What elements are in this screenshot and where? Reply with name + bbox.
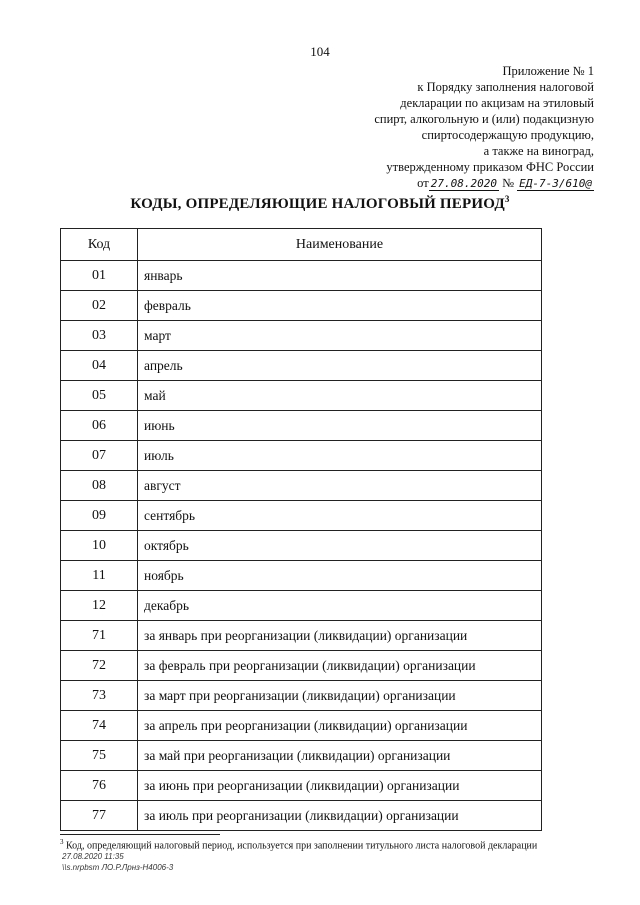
row-name: сентябрь: [138, 501, 542, 531]
table-row: [61, 441, 542, 471]
table-row: [61, 261, 542, 291]
row-name: май: [138, 381, 542, 411]
appendix-line: к Порядку заполнения налоговой: [417, 80, 594, 94]
table-row: [61, 621, 542, 651]
row-code: 06: [61, 411, 138, 441]
order-date: 27.08.2020: [430, 177, 497, 190]
row-name: декабрь: [138, 591, 542, 621]
row-code: 11: [61, 561, 138, 591]
row-code: 73: [61, 681, 138, 711]
row-name: февраль: [138, 291, 542, 321]
row-code: 02: [61, 291, 138, 321]
title-footnote-mark: 3: [504, 194, 510, 204]
row-name: октябрь: [138, 531, 542, 561]
row-code: 07: [61, 441, 138, 471]
table-row: [61, 651, 542, 681]
appendix-line: Приложение № 1: [502, 64, 594, 78]
row-name: за апрель при реорганизации (ликвидации) организации: [138, 711, 542, 741]
header-name: Наименование: [138, 229, 542, 261]
row-name: за январь при реорганизации (ликвидации) организации: [138, 621, 542, 651]
document-title-text: КОДЫ, ОПРЕДЕЛЯЮЩИЕ НАЛОГОВЫЙ ПЕРИОД: [130, 196, 505, 212]
table-row: [61, 501, 542, 531]
table-row: [61, 411, 542, 441]
table-row: [61, 531, 542, 561]
row-code: 12: [61, 591, 138, 621]
order-prefix: от: [417, 176, 429, 190]
table-row: [61, 801, 542, 831]
table-row: [61, 741, 542, 771]
codes-table: [60, 228, 542, 831]
appendix-line: спирт, алкогольную и (или) подакцизную: [374, 112, 594, 126]
table-row: [61, 351, 542, 381]
table-row: [61, 321, 542, 351]
table-row: [61, 771, 542, 801]
appendix-line: а также на виноград,: [483, 144, 594, 158]
appendix-block: [294, 63, 594, 192]
row-name: за февраль при реорганизации (ликвидации) организации: [138, 651, 542, 681]
appendix-line: утвержденному приказом ФНС России: [386, 160, 594, 174]
table-row: [61, 681, 542, 711]
row-code: 01: [61, 261, 138, 291]
footnote-text: Код, определяющий налоговый период, используется при заполнении титульного листа налоговой декларации: [66, 840, 538, 852]
row-code: 08: [61, 471, 138, 501]
stamp-datetime: 27.08.2020 11:35: [62, 852, 124, 861]
table-row: [61, 381, 542, 411]
appendix-line: спиртосодержащую продукцию,: [421, 128, 594, 142]
row-code: 75: [61, 741, 138, 771]
footnote: [60, 838, 600, 851]
row-name: за март при реорганизации (ликвидации) организации: [138, 681, 542, 711]
row-code: 04: [61, 351, 138, 381]
row-name: апрель: [138, 351, 542, 381]
footnote-divider: [60, 834, 220, 835]
footnote-mark: 3: [60, 838, 64, 846]
row-name: март: [138, 321, 542, 351]
order-number-prefix: №: [502, 176, 515, 190]
row-code: 74: [61, 711, 138, 741]
table-row: [61, 591, 542, 621]
page-number: 104: [310, 44, 330, 59]
row-code: 71: [61, 621, 138, 651]
row-name: январь: [138, 261, 542, 291]
document-title: [0, 194, 640, 213]
order-number: ЕД-7-3/610@: [519, 177, 592, 190]
row-code: 05: [61, 381, 138, 411]
row-code: 76: [61, 771, 138, 801]
row-code: 72: [61, 651, 138, 681]
row-name: за июнь при реорганизации (ликвидации) организации: [138, 771, 542, 801]
row-name: июнь: [138, 411, 542, 441]
row-name: ноябрь: [138, 561, 542, 591]
table-row: [61, 711, 542, 741]
table-row: [61, 291, 542, 321]
order-line: [294, 175, 594, 192]
row-name: август: [138, 471, 542, 501]
table-row: [61, 471, 542, 501]
row-name: июль: [138, 441, 542, 471]
header-code: Код: [61, 229, 138, 261]
row-code: 77: [61, 801, 138, 831]
row-code: 09: [61, 501, 138, 531]
row-name: за май при реорганизации (ликвидации) организации: [138, 741, 542, 771]
row-code: 10: [61, 531, 138, 561]
table-body: [61, 261, 542, 831]
table-row: [61, 561, 542, 591]
stamp-path: \\s.nrpbsm ЛО.Р.Лрнз-Н4006-3: [62, 863, 174, 872]
row-code: 03: [61, 321, 138, 351]
row-name: за июль при реорганизации (ликвидации) организации: [138, 801, 542, 831]
appendix-line: декларации по акцизам на этиловый: [400, 96, 594, 110]
table-header-row: [61, 229, 542, 261]
